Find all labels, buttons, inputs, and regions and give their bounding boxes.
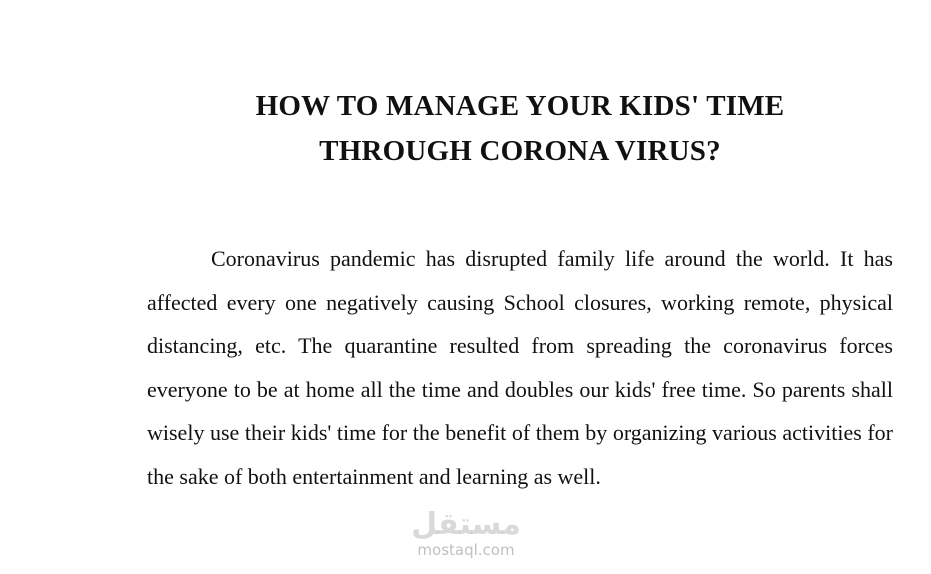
paragraph-text: Coronavirus pandemic has disrupted family life around the world. It has affected every one negatively causing School closures, working remote, physical distancing, etc. The quarantine resulted from spreading the coronavirus forces everyone to be at home all the time and doubles our kids' free time. So parents shall wisely use their kids' time for the benefit of them by organizing various activities for the sake of both entertainment and learning as well. (147, 246, 893, 489)
watermark-logo: مستقل (411, 507, 521, 542)
title-line-2: THROUGH CORONA VIRUS? (319, 135, 721, 167)
document-title (147, 84, 893, 174)
watermark-site: mostaql.com (417, 541, 515, 559)
body-paragraph (147, 237, 893, 499)
mostaql-watermark (404, 508, 528, 568)
title-line-1: HOW TO MANAGE YOUR KIDS' TIME (255, 90, 785, 122)
